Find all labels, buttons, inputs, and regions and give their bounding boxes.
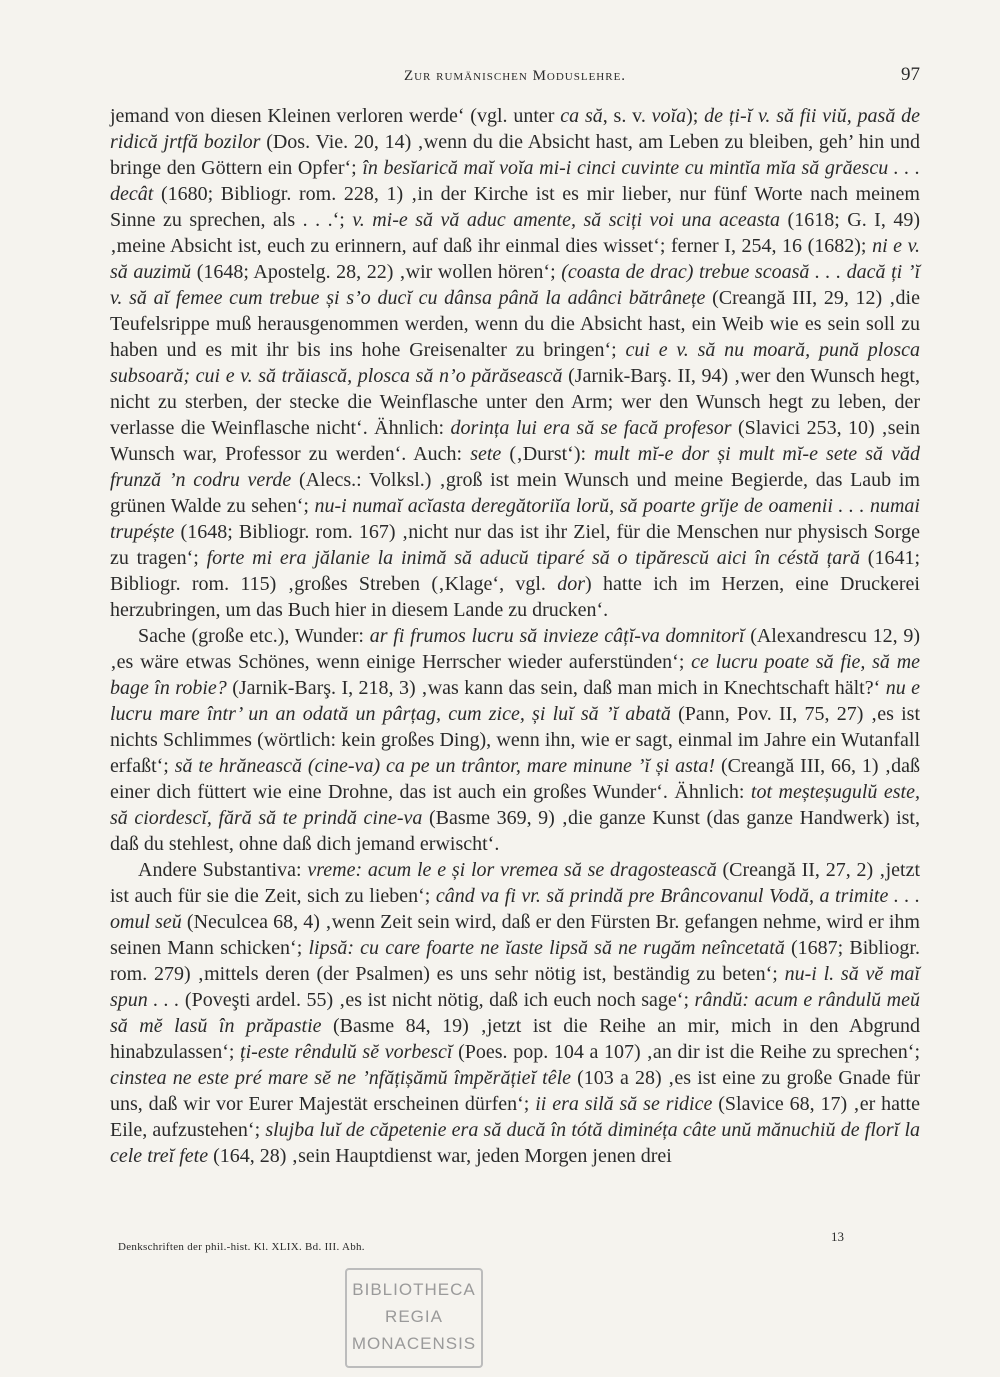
italic-run: lipsă: cu care foarte ne ĭaste lipsă să ne rugăm neîncetată xyxy=(308,937,785,959)
body-text xyxy=(110,103,920,1169)
library-stamp xyxy=(345,1268,483,1368)
text-run: (Poes. pop. 104 a 107) ‚an dir ist die Reihe zu sprechen‘; xyxy=(452,1041,921,1063)
text-run: (‚Durst‘): xyxy=(501,443,595,465)
italic-run: v. mi-e să vă aduc amente, să sciți voi una aceasta xyxy=(352,209,781,231)
italic-run: ii era silă să se ridice xyxy=(535,1093,713,1115)
italic-run: nu e lucru mare într’ un an odată un pârțag, cum zice, și luĭ să ’ĭ abată xyxy=(110,677,920,725)
text-run: , s. v. xyxy=(602,105,652,127)
italic-run: în besĭarică maĭ voĭa mi-i cinci cuvinte cu mintĭa mĭa să grăescu . . . decât xyxy=(110,157,920,205)
text-run: (1641; Bibliogr. rom. 115) ‚großes Streben (‚Klage‘, vgl. xyxy=(110,547,920,595)
text-run: (Creangă II, 27, 2) ‚jetzt ist auch für sie die Zeit, sich zu lieben‘; xyxy=(110,859,921,907)
text-run: (Creangă III, 66, 1) ‚daß einer dich füttert wie eine Drohne, das ist auch ein großes Wunder‘. Ähnlich: xyxy=(110,755,920,803)
text-run: (Neculcea 68, 4) ‚wenn Zeit sein wird, daß er den Fürsten Br. gefangen nehme, wird er ihm seinen Mann schicken‘; xyxy=(110,911,920,959)
text-run: (Slavici 253, 10) ‚sein Wunsch war, Professor zu werden‘. Auch: xyxy=(110,417,921,465)
text-run: jemand von diesen Kleinen verloren werde‘ (vgl. unter xyxy=(110,105,561,127)
italic-run: ni e v. să auzimŭ xyxy=(110,235,921,283)
italic-run: cui e v. să nu moară, pună plosca subsoară; cui e v. să trăiască, plosca să n’o părăsească xyxy=(110,339,920,387)
text-run: (1680; Bibliogr. rom. 228, 1) ‚in der Kirche ist es mir lieber, nur fünf Worte nach meinem Sinne zu sprechen, als . . .‘; xyxy=(110,183,920,231)
italic-run: sete xyxy=(470,443,502,465)
italic-run: dor xyxy=(557,573,586,595)
italic-run: nu-i l. să vĕ maĭ spun . . . xyxy=(110,963,920,1011)
text-run: ); xyxy=(686,105,705,127)
page-header xyxy=(110,64,920,92)
footnote: Denkschriften der phil.-hist. Kl. XLIX. Bd. III. Abh. xyxy=(118,1241,365,1253)
text-run: (103 a 28) ‚es ist eine zu große Gnade für uns, daß wir vor Eurer Majestät erscheinen dürfen‘; xyxy=(110,1067,921,1115)
paragraph xyxy=(110,103,920,623)
text-run: ) hatte ich im Herzen, eine Druckerei herzubringen, um das Buch hier in diesem Lande zu drucken‘. xyxy=(110,573,920,621)
text-run: (Jarnik-Barş. II, 94) ‚wer den Wunsch hegt, nicht zu sterben, der stecke die Weinflasche unter den Arm; wer den Wunsch hegt zu leben, der verlasse die Weinflasche nicht‘. Ähnlich: xyxy=(110,365,920,439)
text-run: (Alexandrescu 12, 9) ‚es wäre etwas Schönes, wenn einige Herrscher wieder auferstünden‘; xyxy=(110,625,920,673)
stamp-line: BIBLIOTHECA xyxy=(352,1280,476,1299)
italic-run: când va fi vr. să prindă pre Brâncovanul Vodă, a trimite . . . omul seŭ xyxy=(110,885,920,933)
italic-run: slujba luĭ de căpetenie era să ducă în tótă diminéța câte unŭ mănuchiŭ de florĭ la cele treĭ fete xyxy=(110,1119,920,1167)
running-title: Zur rumänischen Moduslehre. xyxy=(403,68,627,84)
signature-mark: 13 xyxy=(831,1229,844,1244)
italic-run: forte mi era jălanie la inimă să aducŭ tiparé să o tipărescŭ aici în céstă țară xyxy=(206,547,861,569)
text-run: (Slavice 68, 17) ‚er hatte Eile, aufzustehen‘; xyxy=(110,1093,920,1141)
italic-run: dorința lui era să se facă profesor xyxy=(450,417,732,439)
text-run: (Basme 84, 19) ‚jetzt ist die Reihe an mir, mich in den Abgrund hinabzulassen‘; xyxy=(110,1015,921,1063)
italic-run: vreme: acum le e și lor vremea să se dragostească xyxy=(307,859,717,881)
text-run: Sache (große etc.), Wunder: xyxy=(138,625,370,647)
text-run: (Creangă III, 29, 12) ‚die Teufelsrippe muß herausgenommen werden, wenn du die Absicht hast, ein Weib wie es sein soll zu haben und es mit ihr bis ins hohe Greisenalter zu bringen‘; xyxy=(110,287,920,361)
italic-run: voĭa xyxy=(651,105,687,127)
text-run: (1618; G. I, 49) ‚meine Absicht ist, euch zu erinnern, auf daß ihr einmal dies wisset‘; ferner I, 254, 16 (1682); xyxy=(110,209,920,257)
text-run: (1648; Apostelg. 28, 22) ‚wir wollen hören‘; xyxy=(191,261,562,283)
text-run: (Pann, Pov. II, 75, 27) ‚es ist nichts Schlimmes (wörtlich: kein großes Ding), wenn ihn, wie er sagt, einmal im Jahre ein Wutanfall erfaßt‘; xyxy=(110,703,920,777)
italic-run: cinstea ne este pré mare sĕ ne ’nfățișămŭ împĕrățieĭ têle xyxy=(110,1067,572,1089)
stamp-line: MONACENSIS xyxy=(351,1334,477,1353)
text-run: (Jarnik-Barş. I, 218, 3) ‚was kann das sein, daß man mich in Knechtschaft hält?‘ xyxy=(226,677,886,699)
stamp-line: REGIA xyxy=(385,1307,443,1326)
italic-run: tot meșteșugulŭ este, să ciordescĭ, fără să te prindă cine-va xyxy=(110,781,920,829)
paragraph xyxy=(110,623,920,857)
italic-run: mult mĭ-e dor și mult mĭ-e sete să văd frunză ’n codru verde xyxy=(110,443,920,491)
italic-run: ca să xyxy=(560,105,603,127)
text-run: (Alecs.: Volksl.) ‚groß ist mein Wunsch und meine Begierde, das Laub im grünen Walde zu sehen‘; xyxy=(110,469,920,517)
italic-run: nu-i numaĭ acĭasta deregătoriĭa lorŭ, să poarte grĭje de oamenii . . . numai trupéște xyxy=(110,495,920,543)
italic-run: (coasta de drac) trebue scoasă . . . dacă ți ’ĭ v. să aĭ femee cum trebue și s’o ducĭ cu dânsa până la adânci bătrânețe xyxy=(110,261,921,309)
italic-run: ți-este rêndulŭ sĕ vorbescĭ xyxy=(240,1041,453,1063)
text-run: (Basme 369, 9) ‚die ganze Kunst (das ganze Handwerk) ist, daß du stehlest, ohne daß dich jemand erwischt‘. xyxy=(110,807,920,855)
text-run: Andere Substantiva: xyxy=(138,859,308,881)
italic-run: ce lucru poate să fie, să me bage în robie? xyxy=(110,651,921,699)
text-run: (Poveşti ardel. 55) ‚es ist nicht nötig, daß ich euch noch sage‘; xyxy=(179,989,695,1011)
text-run: (1648; Bibliogr. rom. 167) ‚nicht nur das ist ihr Ziel, für die Menschen nur physisch Sorge zu tragen‘; xyxy=(110,521,920,569)
italic-run: ar fi frumos lucru să invieze câțĭ-va domnitorĭ xyxy=(369,625,745,647)
text-run: (164, 28) ‚sein Hauptdienst war, jeden Morgen jenen drei xyxy=(208,1145,672,1167)
text-run: (Dos. Vie. 20, 14) ‚wenn du die Absicht hast, am Leben zu bleiben, geh’ hin und bringe den Göttern ein Opfer‘; xyxy=(110,131,920,179)
italic-run: rândŭ: acum e rândulŭ meŭ să mĕ lasŭ în prăpastie xyxy=(110,989,920,1037)
italic-run: să te hrănească (cine-va) ca pe un trântor, mare minune ’ĭ și asta! xyxy=(174,755,716,777)
italic-run: de ți-ĭ v. să fii viŭ, pasă de ridică jrtfă bozilor xyxy=(110,105,921,153)
text-run: (1687; Bibliogr. rom. 279) ‚mittels deren (der Psalmen) es uns sehr nötig ist, beständig zu beten‘; xyxy=(110,937,920,985)
paragraph xyxy=(110,857,920,1169)
page-number: 97 xyxy=(901,64,920,85)
